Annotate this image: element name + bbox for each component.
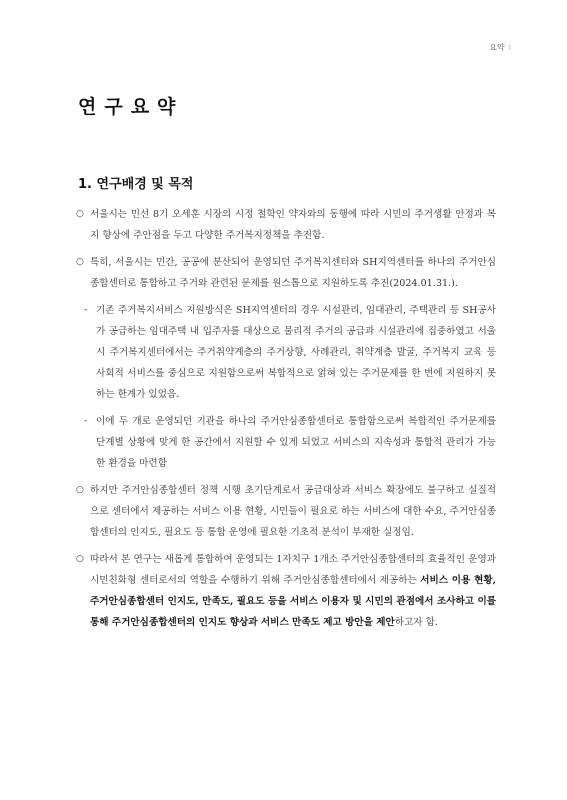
dash-bullet-icon: - bbox=[84, 305, 88, 315]
paragraph-4 bbox=[76, 549, 496, 633]
circle-bullet-icon: ○ bbox=[76, 209, 84, 219]
sub-paragraph-2a bbox=[76, 300, 496, 405]
paragraph-1 bbox=[76, 204, 496, 246]
section-title: 연구배경 및 목적 bbox=[96, 177, 194, 192]
document-body bbox=[76, 204, 496, 633]
paragraph-text: 기존 주거복지서비스 지원방식은 SH지역센터의 경우 시설관리, 임대관리, 주택관리 등 SH공사가 공급하는 임대주택 내 입주자를 대상으로 물리적 주거의 공급과 시설관리에 집중하였고 서울시 주거복지센터에서는 주거취약계층의 주거상향, 사례관리, 취약계층 발굴, 주거복지 교육 등 사회적 서비스를 중심으로 지원함으로써 복합적으로 얽혀 있는 주거문제를 한 번에 지원하지 못하는 한계가 있었음. bbox=[96, 305, 496, 400]
paragraph-text-emphasis: 서비스 이용 현황, 주거안심종합센터 인지도, 만족도, 필요도 등을 서비스 이용자 및 시민의 관점에서 조사하고 이를 통해 주거안심종합센터의 인지도 향상과 서비스 만족도 제고 방안을 제안 bbox=[90, 575, 496, 628]
dash-bullet-icon: - bbox=[84, 416, 88, 426]
page-header bbox=[489, 42, 511, 53]
paragraph-text: 서울시는 민선 8기 오세훈 시장의 시정 철학인 약자와의 동행에 따라 시민의 주거생활 안정과 복지 향상에 주안점을 두고 다양한 주거복지정책을 추진함. bbox=[90, 209, 496, 241]
paragraph-3 bbox=[76, 480, 496, 543]
section-heading bbox=[78, 173, 193, 192]
paragraph-text: 하지만 주거안심종합센터 정책 시행 초기단계로서 공급대상과 서비스 확장에도 불구하고 실질적으로 센터에서 제공하는 서비스 이용 현황, 시민들이 필요로 하는 서비스에 대한 수요, 주거안심종합센터의 인지도, 필요도 등 통합 운영에 필요한 기초적 분석이 부재한 실정임. bbox=[90, 485, 496, 538]
sub-paragraph-2b bbox=[76, 411, 496, 474]
header-page-number: i bbox=[508, 43, 511, 52]
paragraph-text-tail: 하고자 함. bbox=[394, 617, 438, 628]
section-number: 1. bbox=[78, 177, 92, 192]
paragraph-text: 이에 두 개로 운영되던 기관을 하나의 주거안심종합센터로 통합함으로써 복합적인 주거문제를 단계별 상황에 맞게 한 공간에서 지원할 수 있게 되었고 서비스의 지속성과 통합적 관리가 가능한 환경을 마련함 bbox=[96, 416, 496, 469]
circle-bullet-icon: ○ bbox=[76, 554, 84, 564]
header-label: 요약 bbox=[489, 43, 505, 52]
paragraph-text-lead: 따라서 본 연구는 새롭게 통합하여 운영되는 1자치구 1개소 주거안심종합센터의 효율적인 운영과 시민친화형 센터로서의 역할을 수행하기 위해 주거안심종합센터에서 제공하는 bbox=[90, 554, 496, 586]
paragraph-text: 특히, 서울시는 민간, 공공에 분산되어 운영되던 주거복지센터와 SH지역센터를 하나의 주거안심종합센터로 통합하고 주거와 관련된 문제를 원스톱으로 지원하도록 추진(2024.01.31.). bbox=[90, 257, 496, 289]
circle-bullet-icon: ○ bbox=[76, 257, 84, 267]
circle-bullet-icon: ○ bbox=[76, 485, 84, 495]
document-title: 연구요약 bbox=[78, 96, 184, 118]
paragraph-2 bbox=[76, 252, 496, 294]
